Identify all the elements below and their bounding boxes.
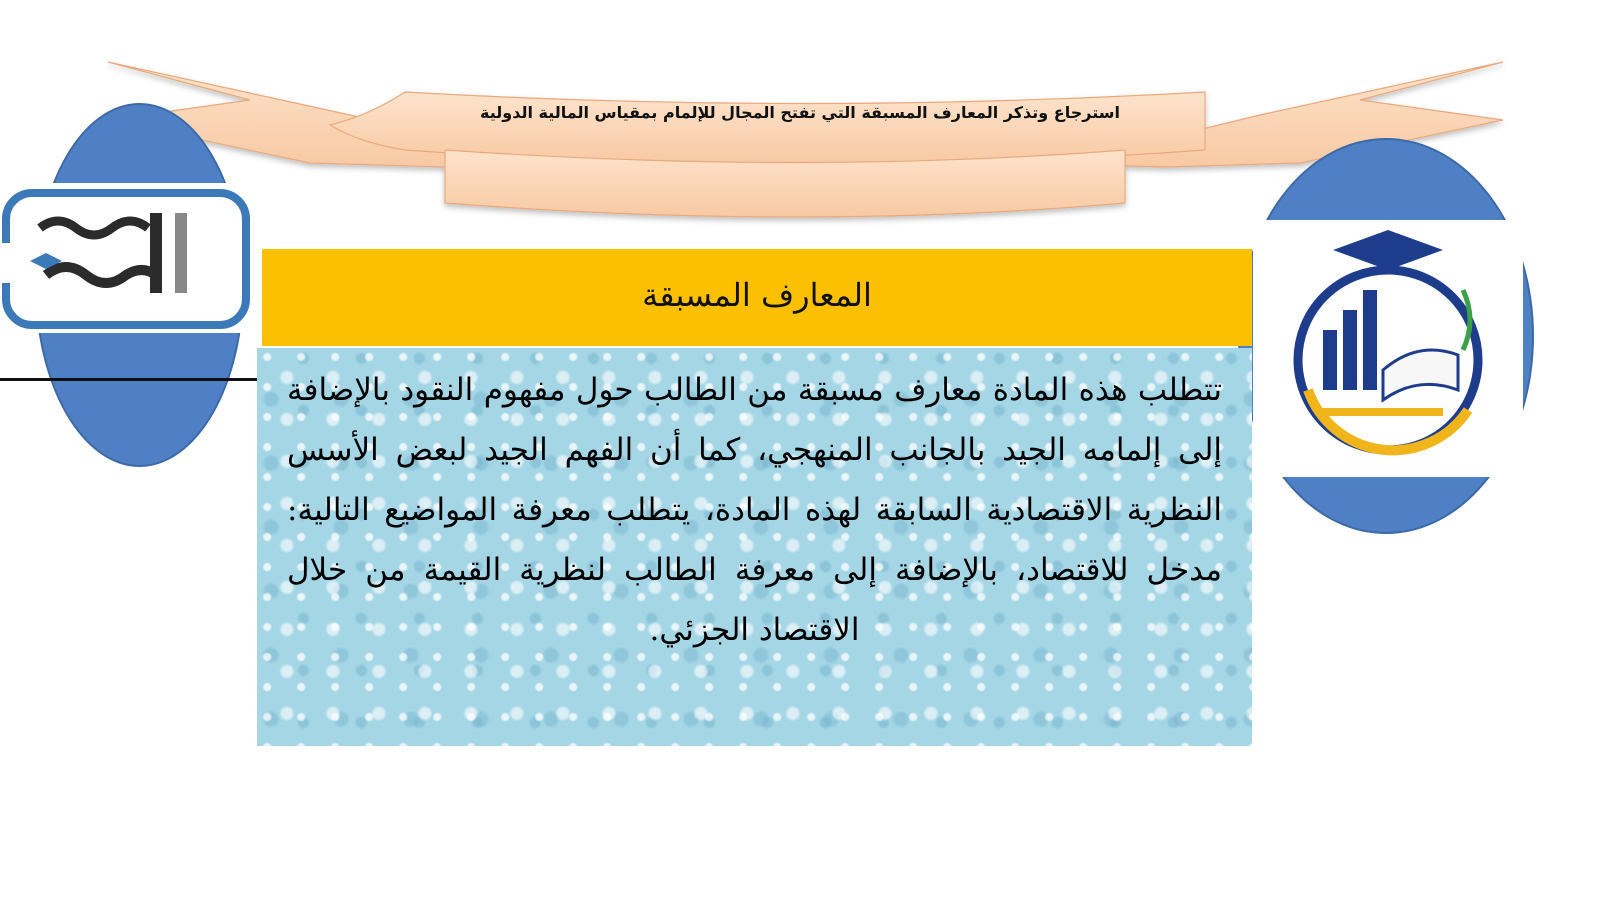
banner-title: استرجاع وتذكر المعارف المسبقة التي تفتح المجال للإلمام بمقياس المالية الدولية — [480, 103, 1120, 122]
content-box — [257, 348, 1252, 746]
university-logo-icon — [0, 183, 250, 333]
left-divider-line — [0, 378, 262, 381]
faculty-logo — [1253, 220, 1523, 477]
content-body-text: تتطلب هذه المادة معارف مسبقة من الطالب حول مفهوم النقود بالإضافة إلى إلمامه الجيد بالجانب المنهجي، كما أن الفهم الجيد لبعض الأسس النظرية الاقتصادية السابقة لهذه المادة، يتطلب معرفة المواضيع التالية: مدخل للاقتصاد، بالإضافة إلى معرفة الطالب لنظرية القيمة من خلال الاقتصاد الجزئي. — [287, 372, 1222, 648]
section-header-title: المعارف المسبقة — [642, 275, 872, 314]
faculty-logo-icon — [1253, 220, 1523, 477]
section-header-bar — [262, 249, 1252, 346]
university-logo — [0, 183, 250, 333]
